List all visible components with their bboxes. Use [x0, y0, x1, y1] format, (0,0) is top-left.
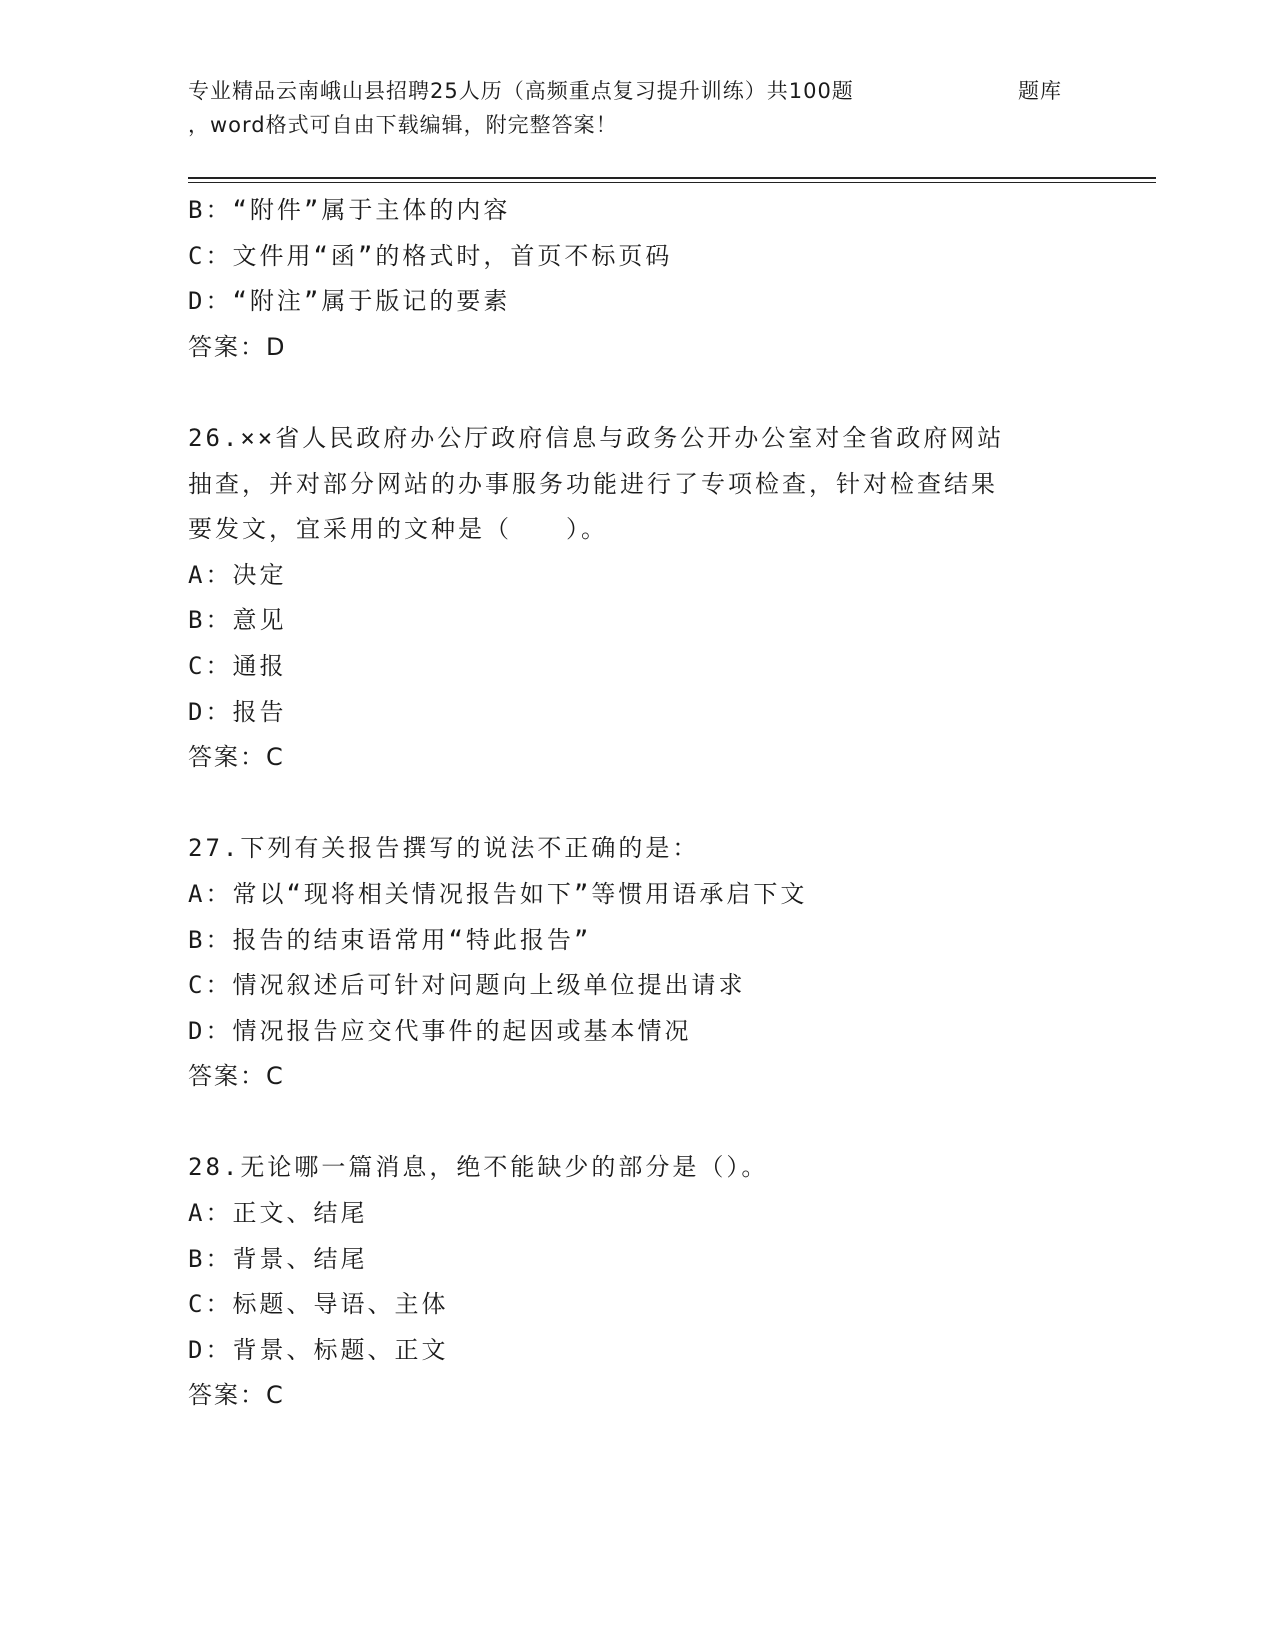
- question-stem-line: 27.下列有关报告撰写的说法不正确的是：: [188, 834, 700, 863]
- option-a: A：常以“现将相关情况报告如下”等惯用语承启下文: [188, 879, 808, 908]
- option-b: B：报告的结束语常用“特此报告”: [188, 925, 592, 954]
- question-stem-line: 28.无论哪一篇消息，绝不能缺少的部分是（）。: [188, 1153, 769, 1182]
- page-header: [188, 74, 1088, 142]
- option-c: C：文件用“函”的格式时，首页不标页码: [188, 241, 673, 270]
- header-divider-thick: [188, 177, 1156, 179]
- option-a: A：正文、结尾: [188, 1199, 368, 1228]
- option-c: C：情况叙述后可针对问题向上级单位提出请求: [188, 971, 746, 1000]
- question-25-tail: [188, 188, 1108, 370]
- answer-line: 答案：C: [188, 1062, 285, 1091]
- question-stem-line: 要发文，宜采用的文种是（ ）。: [188, 515, 608, 544]
- header-tag: 题库: [1018, 79, 1062, 103]
- answer-line: 答案：C: [188, 743, 285, 772]
- question-28: [188, 1145, 1108, 1419]
- option-c: C：通报: [188, 651, 287, 680]
- option-d: D：情况报告应交代事件的起因或基本情况: [188, 1016, 692, 1045]
- answer-line: 答案：D: [188, 332, 287, 361]
- option-b: B：背景、结尾: [188, 1244, 368, 1273]
- option-d: D：报告: [188, 697, 287, 726]
- option-d: D：背景、标题、正文: [188, 1335, 449, 1364]
- question-27: [188, 826, 1108, 1100]
- option-a: A：决定: [188, 560, 287, 589]
- option-d: D：“附注”属于版记的要素: [188, 287, 511, 316]
- header-subtitle: ，word格式可自由下载编辑，附完整答案！: [188, 113, 618, 137]
- question-content: [188, 188, 1108, 1419]
- header-title: 专业精品云南峨山县招聘25人历（高频重点复习提升训练）共100题: [188, 79, 854, 103]
- question-stem-line: 26.××省人民政府办公厅政府信息与政务公开办公室对全省政府网站: [188, 423, 1005, 452]
- option-b: B：意见: [188, 606, 287, 635]
- question-26: [188, 416, 1108, 781]
- answer-line: 答案：C: [188, 1381, 285, 1410]
- option-c: C：标题、导语、主体: [188, 1290, 449, 1319]
- header-title-line: [188, 74, 1088, 108]
- header-divider-thin: [188, 182, 1156, 183]
- option-b: B：“附件”属于主体的内容: [188, 196, 511, 224]
- question-stem-line: 抽查，并对部分网站的办事服务功能进行了专项检查，针对检查结果: [188, 469, 998, 498]
